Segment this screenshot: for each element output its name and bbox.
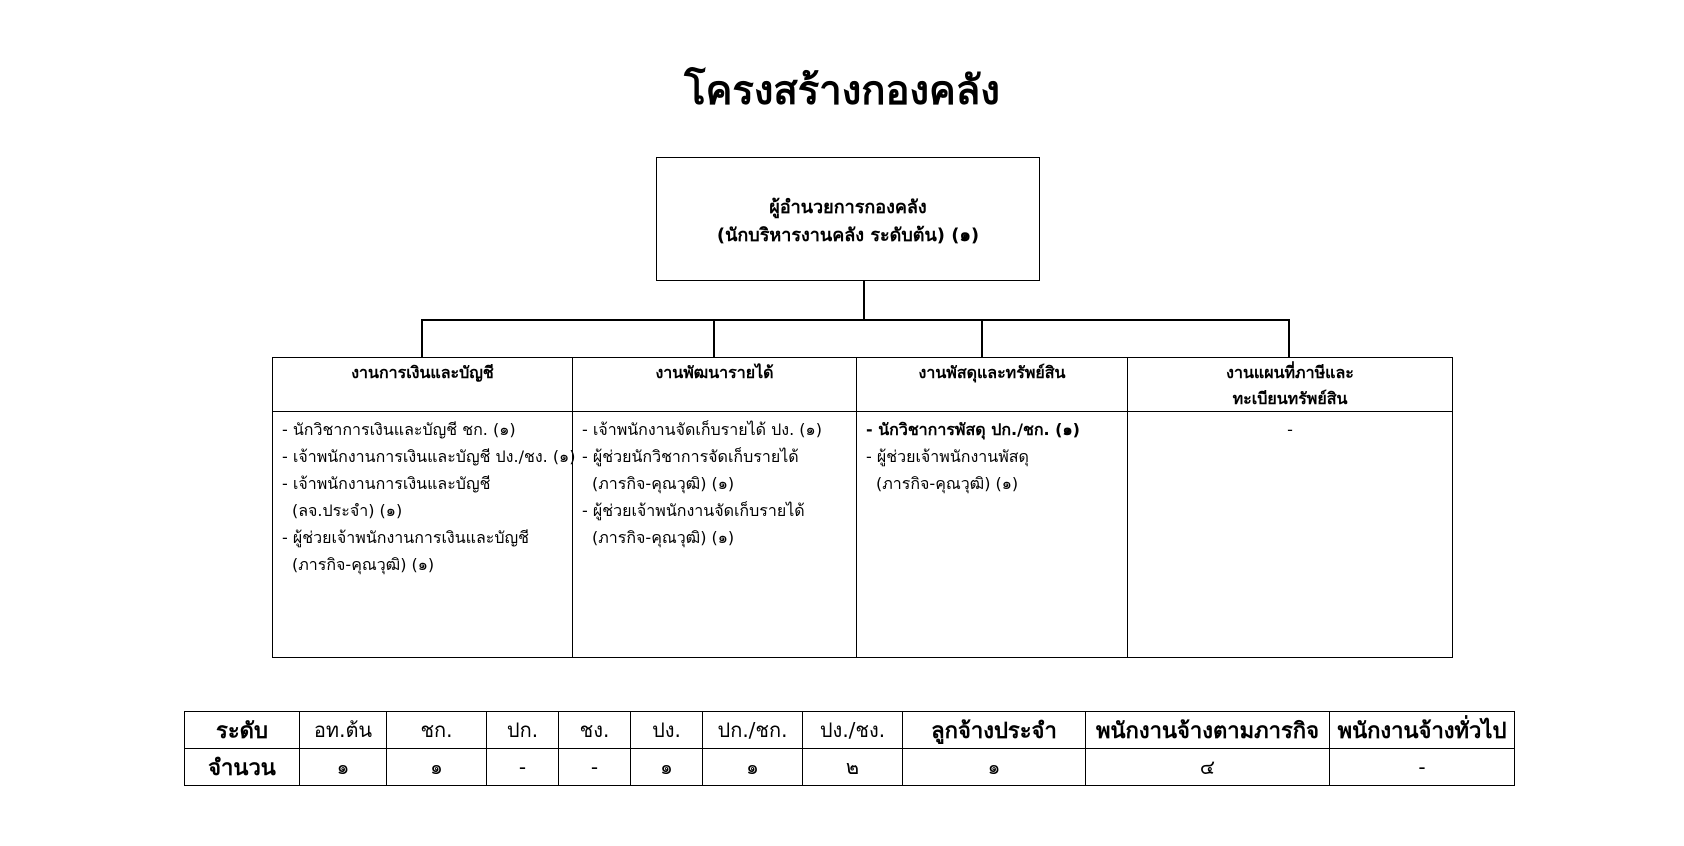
director-position: (นักบริหารงานคลัง ระดับต้น) (๑) bbox=[716, 225, 980, 246]
table-row-header: ระดับ bbox=[185, 712, 300, 749]
list-item: - ผู้ช่วยเจ้าพนักงานการเงินและบัญชี (ภารกิจ-คุณวุฒิ) (๑) bbox=[282, 528, 530, 574]
division-staff-list bbox=[573, 412, 856, 555]
list-item: - นักวิชาการพัสดุ ปก./ชก. (๑) bbox=[866, 420, 1080, 439]
staff-level-table bbox=[184, 711, 1515, 786]
division-tax-map bbox=[1127, 358, 1452, 657]
connector-horizontal bbox=[421, 319, 1289, 321]
division-finance bbox=[273, 358, 576, 657]
division-staff-list bbox=[857, 412, 1127, 501]
table-cell: ปก. bbox=[487, 712, 559, 749]
table-cell: ปง. bbox=[631, 712, 703, 749]
list-item: - เจ้าพนักงานการเงินและบัญชี ปง./ชง. (๑) bbox=[282, 447, 576, 466]
list-item: - เจ้าพนักงานการเงินและบัญชี (ลจ.ประจำ) (๑) bbox=[282, 474, 491, 520]
division-staff-list bbox=[1128, 412, 1452, 447]
table-cell: - bbox=[487, 749, 559, 786]
table-cell: พนักงานจ้างตามภารกิจ bbox=[1086, 712, 1330, 749]
table-cell: ๑ bbox=[703, 749, 803, 786]
connector-branch-2 bbox=[713, 319, 715, 357]
division-header: งานการเงินและบัญชี bbox=[273, 358, 572, 412]
director-title: ผู้อำนวยการกองคลัง bbox=[769, 197, 927, 218]
table-cell: อท.ต้น bbox=[300, 712, 387, 749]
list-item: - นักวิชาการเงินและบัญชี ชก. (๑) bbox=[282, 420, 516, 439]
division-header: งานพัสดุและทรัพย์สิน bbox=[857, 358, 1127, 412]
table-cell: ๑ bbox=[387, 749, 487, 786]
list-item: - ผู้ช่วยนักวิชาการจัดเก็บรายได้ (ภารกิจ-คุณวุฒิ) (๑) bbox=[582, 447, 799, 493]
table-row bbox=[185, 749, 1515, 786]
table-cell: ชก. bbox=[387, 712, 487, 749]
connector-branch-3 bbox=[981, 319, 983, 357]
division-table bbox=[272, 357, 1453, 658]
table-cell: ๔ bbox=[1086, 749, 1330, 786]
table-row-header: จำนวน bbox=[185, 749, 300, 786]
table-cell: พนักงานจ้างทั่วไป bbox=[1330, 712, 1515, 749]
connector-branch-1 bbox=[421, 319, 423, 357]
table-cell: ๑ bbox=[300, 749, 387, 786]
table-cell: - bbox=[559, 749, 631, 786]
list-item: - ผู้ช่วยเจ้าพนักงานพัสดุ (ภารกิจ-คุณวุฒิ) (๑) bbox=[866, 447, 1029, 493]
division-staff-list bbox=[273, 412, 576, 582]
table-cell: ปก./ชก. bbox=[703, 712, 803, 749]
connector-branch-4 bbox=[1288, 319, 1290, 357]
list-item: - เจ้าพนักงานจัดเก็บรายได้ ปง. (๑) bbox=[582, 420, 822, 439]
division-supplies bbox=[856, 358, 1127, 657]
director-box bbox=[656, 157, 1040, 281]
list-item: - ผู้ช่วยเจ้าพนักงานจัดเก็บรายได้ (ภารกิจ-คุณวุฒิ) (๑) bbox=[582, 501, 805, 547]
table-cell: ๑ bbox=[631, 749, 703, 786]
table-cell: ๑ bbox=[903, 749, 1086, 786]
page-title: โครงสร้างกองคลัง bbox=[684, 68, 1000, 114]
division-header: งานแผนที่ภาษีและ ทะเบียนทรัพย์สิน bbox=[1128, 358, 1452, 412]
connector-trunk bbox=[863, 281, 865, 319]
table-cell: ปง./ชง. bbox=[803, 712, 903, 749]
table-cell: ๒ bbox=[803, 749, 903, 786]
table-row bbox=[185, 712, 1515, 749]
list-item: - bbox=[1287, 420, 1293, 439]
table-cell: ลูกจ้างประจำ bbox=[903, 712, 1086, 749]
division-header: งานพัฒนารายได้ bbox=[573, 358, 856, 412]
table-cell: ชง. bbox=[559, 712, 631, 749]
division-revenue bbox=[572, 358, 856, 657]
table-cell: - bbox=[1330, 749, 1515, 786]
